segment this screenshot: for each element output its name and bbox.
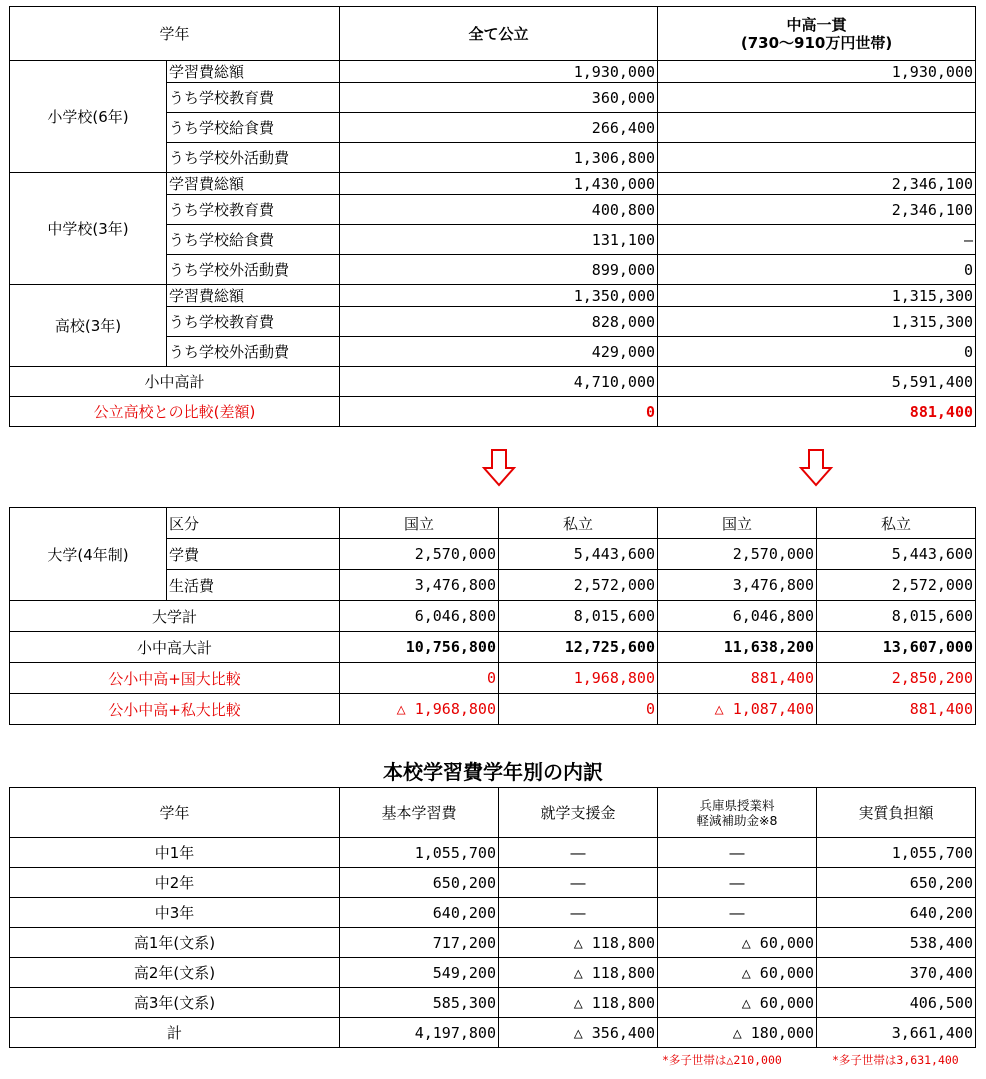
compare-private-label: 公小中高+私大比較 xyxy=(10,694,340,725)
university-table xyxy=(9,507,976,725)
item-label: 生活費 xyxy=(167,570,340,601)
value-cell: 881,400 xyxy=(817,694,976,725)
support-cell: △ 118,800 xyxy=(499,988,658,1018)
hyogo-cell: ― xyxy=(658,838,817,868)
value-public: 828,000 xyxy=(340,307,658,337)
value-integrated: ― xyxy=(658,225,976,255)
grade-cell: 高3年(文系) xyxy=(10,988,340,1018)
table-row xyxy=(10,988,976,1018)
hyogo-cell: △ 60,000 xyxy=(658,928,817,958)
support-cell: ― xyxy=(499,868,658,898)
basic-cell: 4,197,800 xyxy=(340,1018,499,1048)
value-cell: 3,476,800 xyxy=(658,570,817,601)
support-cell: ― xyxy=(499,838,658,868)
total-integrated: 5,591,400 xyxy=(658,367,976,397)
item-label: うち学校外活動費 xyxy=(167,337,340,367)
basic-cell: 1,055,700 xyxy=(340,838,499,868)
header-support: 就学支援金 xyxy=(499,788,658,838)
value-cell: 1,968,800 xyxy=(499,663,658,694)
value-cell: 13,607,000 xyxy=(817,632,976,663)
grade-cell: 中1年 xyxy=(10,838,340,868)
univ-total-label: 大学計 xyxy=(10,601,340,632)
grade-breakdown-table xyxy=(9,787,976,1048)
value-cell: 2,850,200 xyxy=(817,663,976,694)
item-label: 学習費総額 xyxy=(167,61,340,83)
value-cell: △ 1,968,800 xyxy=(340,694,499,725)
value-integrated: 2,346,100 xyxy=(658,173,976,195)
item-label: うち学校外活動費 xyxy=(167,143,340,173)
value-cell: 2,572,000 xyxy=(817,570,976,601)
section-label-high-school: 高校(3年) xyxy=(10,285,167,367)
value-public: 1,306,800 xyxy=(340,143,658,173)
value-public: 1,930,000 xyxy=(340,61,658,83)
value-public: 899,000 xyxy=(340,255,658,285)
value-cell: 8,015,600 xyxy=(817,601,976,632)
value-integrated: 1,315,300 xyxy=(658,285,976,307)
value-integrated: 1,315,300 xyxy=(658,307,976,337)
grade-cell: 中2年 xyxy=(10,868,340,898)
item-label: 学費 xyxy=(167,539,340,570)
net-cell: 406,500 xyxy=(817,988,976,1018)
support-cell: △ 356,400 xyxy=(499,1018,658,1048)
hyogo-cell: △ 180,000 xyxy=(658,1018,817,1048)
total-public: 4,710,000 xyxy=(340,367,658,397)
value-cell: 11,638,200 xyxy=(658,632,817,663)
value-cell: 881,400 xyxy=(658,663,817,694)
value-cell: △ 1,087,400 xyxy=(658,694,817,725)
support-cell: △ 118,800 xyxy=(499,928,658,958)
support-cell: ― xyxy=(499,898,658,928)
hyogo-cell: ― xyxy=(658,868,817,898)
value-cell: 2,570,000 xyxy=(340,539,499,570)
header-basic: 基本学習費 xyxy=(340,788,499,838)
value-cell: 3,476,800 xyxy=(340,570,499,601)
basic-cell: 717,200 xyxy=(340,928,499,958)
total-label: 小中高計 xyxy=(10,367,340,397)
basic-cell: 650,200 xyxy=(340,868,499,898)
value-cell: 12,725,600 xyxy=(499,632,658,663)
grade-cell: 中3年 xyxy=(10,898,340,928)
value-cell: 8,015,600 xyxy=(499,601,658,632)
item-label: うち学校教育費 xyxy=(167,307,340,337)
value-cell: 0 xyxy=(499,694,658,725)
value-integrated: 0 xyxy=(658,255,976,285)
compare-integrated: 881,400 xyxy=(658,397,976,427)
basic-cell: 640,200 xyxy=(340,898,499,928)
hyogo-cell: ― xyxy=(658,898,817,928)
value-integrated: 1,930,000 xyxy=(658,61,976,83)
value-cell: 2,572,000 xyxy=(499,570,658,601)
item-label: 学習費総額 xyxy=(167,285,340,307)
col-national: 国立 xyxy=(658,508,817,539)
value-cell: 6,046,800 xyxy=(658,601,817,632)
value-public: 429,000 xyxy=(340,337,658,367)
footnote-subsidy: *多子世帯は△210,000 xyxy=(662,1053,782,1067)
grade-cell: 高2年(文系) xyxy=(10,958,340,988)
table-row xyxy=(10,958,976,988)
header-grade: 学年 xyxy=(10,7,340,61)
table-row xyxy=(10,1018,976,1048)
compare-national-label: 公小中高+国大比較 xyxy=(10,663,340,694)
value-integrated: 0 xyxy=(658,337,976,367)
item-label: うち学校給食費 xyxy=(167,225,340,255)
item-label: うち学校外活動費 xyxy=(167,255,340,285)
down-arrow-icon xyxy=(481,448,517,488)
value-integrated: 2,346,100 xyxy=(658,195,976,225)
value-cell: 5,443,600 xyxy=(499,539,658,570)
net-cell: 370,400 xyxy=(817,958,976,988)
footnote-net: *多子世帯は3,631,400 xyxy=(832,1053,959,1067)
hyogo-cell: △ 60,000 xyxy=(658,958,817,988)
item-label: 学習費総額 xyxy=(167,173,340,195)
header-net: 実質負担額 xyxy=(817,788,976,838)
value-integrated xyxy=(658,143,976,173)
header-all-public: 全て公立 xyxy=(340,7,658,61)
value-integrated xyxy=(658,83,976,113)
section-label-junior-high: 中学校(3年) xyxy=(10,173,167,285)
compare-public: 0 xyxy=(340,397,658,427)
value-public: 131,100 xyxy=(340,225,658,255)
value-cell: 2,570,000 xyxy=(658,539,817,570)
net-cell: 1,055,700 xyxy=(817,838,976,868)
value-public: 400,800 xyxy=(340,195,658,225)
item-label: 区分 xyxy=(167,508,340,539)
basic-cell: 585,300 xyxy=(340,988,499,1018)
section-label-elementary: 小学校(6年) xyxy=(10,61,167,173)
value-cell: 6,046,800 xyxy=(340,601,499,632)
item-label: うち学校教育費 xyxy=(167,83,340,113)
table-row xyxy=(10,868,976,898)
col-private: 私立 xyxy=(817,508,976,539)
value-public: 1,350,000 xyxy=(340,285,658,307)
breakdown-title: 本校学習費学年別の内訳 xyxy=(383,760,603,784)
table-row xyxy=(10,838,976,868)
col-national: 国立 xyxy=(340,508,499,539)
value-cell: 5,443,600 xyxy=(817,539,976,570)
col-private: 私立 xyxy=(499,508,658,539)
table-row xyxy=(10,928,976,958)
hyogo-cell: △ 60,000 xyxy=(658,988,817,1018)
basic-cell: 549,200 xyxy=(340,958,499,988)
value-integrated xyxy=(658,113,976,143)
compare-label: 公立高校との比較(差額) xyxy=(10,397,340,427)
header-integrated: 中高一貫 (730～910万円世帯) xyxy=(658,7,976,61)
support-cell: △ 118,800 xyxy=(499,958,658,988)
value-public: 1,430,000 xyxy=(340,173,658,195)
grand-total-label: 小中高大計 xyxy=(10,632,340,663)
net-cell: 3,661,400 xyxy=(817,1018,976,1048)
grade-cell: 計 xyxy=(10,1018,340,1048)
grade-cell: 高1年(文系) xyxy=(10,928,340,958)
header-hyogo-subsidy: 兵庫県授業料 軽減補助金※8 xyxy=(658,788,817,838)
table-row xyxy=(10,898,976,928)
public-vs-integrated-table xyxy=(9,6,976,427)
header-grade: 学年 xyxy=(10,788,340,838)
net-cell: 640,200 xyxy=(817,898,976,928)
value-public: 266,400 xyxy=(340,113,658,143)
university-label: 大学(4年制) xyxy=(10,508,167,601)
value-cell: 0 xyxy=(340,663,499,694)
item-label: うち学校給食費 xyxy=(167,113,340,143)
down-arrow-icon xyxy=(798,448,834,488)
value-cell: 10,756,800 xyxy=(340,632,499,663)
net-cell: 538,400 xyxy=(817,928,976,958)
value-public: 360,000 xyxy=(340,83,658,113)
net-cell: 650,200 xyxy=(817,868,976,898)
item-label: うち学校教育費 xyxy=(167,195,340,225)
